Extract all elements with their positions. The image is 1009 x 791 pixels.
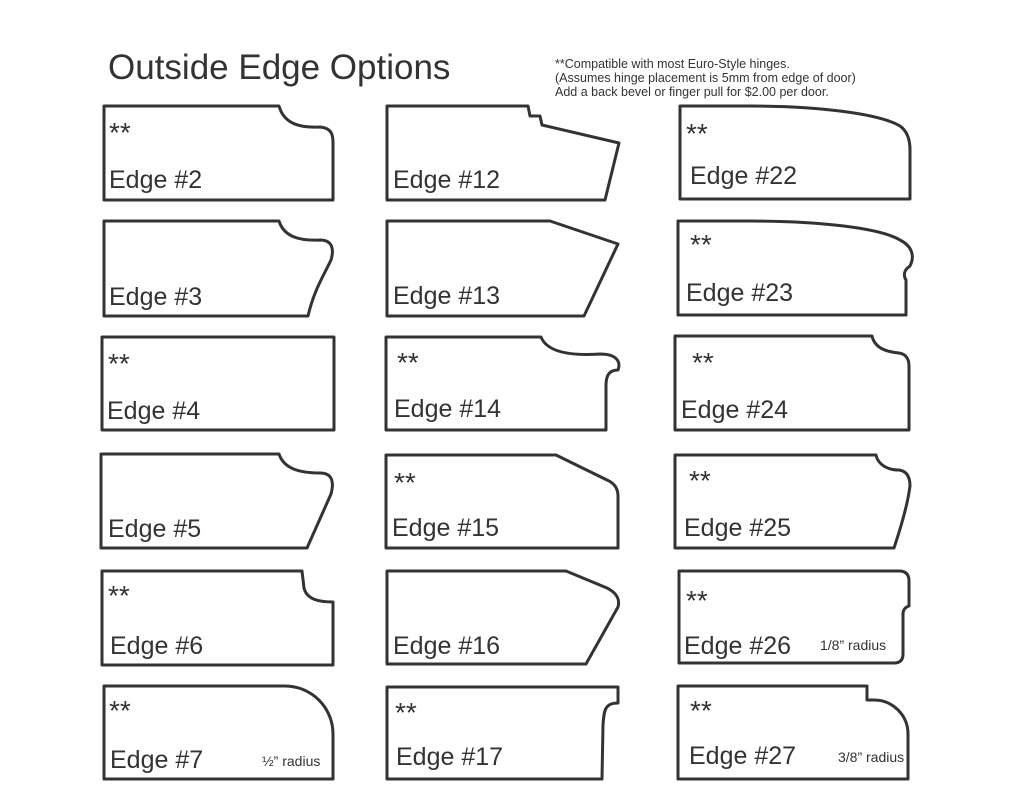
edge-card-25[interactable] bbox=[675, 455, 910, 548]
edge-card-27[interactable] bbox=[678, 686, 908, 779]
back-bevel-note: Add a back bevel or finger pull for $2.00 per door. bbox=[555, 85, 829, 99]
compatibility-marker: ** bbox=[108, 580, 130, 611]
compatibility-marker: ** bbox=[394, 467, 416, 498]
edge-label: Edge #6 bbox=[110, 632, 204, 660]
edge-card-4[interactable] bbox=[102, 337, 334, 430]
compatibility-note: **Compatible with most Euro-Style hinges. bbox=[555, 57, 790, 71]
compatibility-marker: ** bbox=[109, 695, 131, 726]
edge-label: Edge #12 bbox=[393, 166, 501, 194]
edge-card-26[interactable] bbox=[679, 571, 909, 663]
compatibility-marker: ** bbox=[686, 585, 708, 616]
edge-label: Edge #3 bbox=[109, 283, 203, 311]
edge-label: Edge #22 bbox=[690, 162, 798, 190]
edge-label: Edge #25 bbox=[684, 514, 792, 542]
edge-card-7[interactable] bbox=[104, 686, 333, 779]
edge-label: Edge #7 bbox=[110, 746, 204, 774]
edge-label: Edge #16 bbox=[393, 632, 501, 660]
edge-label: Edge #23 bbox=[686, 279, 794, 307]
edge-label: Edge #5 bbox=[108, 515, 202, 543]
radius-note: ½” radius bbox=[262, 753, 321, 769]
edge-card-12[interactable] bbox=[387, 106, 619, 200]
edge-card-17[interactable] bbox=[387, 687, 618, 779]
radius-note: 3/8” radius bbox=[838, 749, 905, 765]
edge-label: Edge #4 bbox=[107, 397, 201, 425]
edge-card-23[interactable] bbox=[678, 221, 912, 315]
compatibility-marker: ** bbox=[689, 465, 711, 496]
edge-label: Edge #13 bbox=[393, 282, 501, 310]
edge-label: Edge #14 bbox=[394, 395, 502, 423]
edge-card-2[interactable] bbox=[104, 106, 333, 200]
compatibility-marker: ** bbox=[109, 117, 131, 148]
compatibility-marker: ** bbox=[397, 347, 419, 378]
edge-label: Edge #27 bbox=[689, 742, 797, 770]
compatibility-marker: ** bbox=[108, 348, 130, 379]
edge-label: Edge #17 bbox=[396, 743, 504, 771]
edge-label: Edge #24 bbox=[681, 396, 789, 424]
edge-label: Edge #15 bbox=[392, 514, 500, 542]
edge-card-6[interactable] bbox=[102, 571, 333, 665]
compatibility-marker: ** bbox=[690, 695, 712, 726]
hinge-placement-note: (Assumes hinge placement is 5mm from edge of door) bbox=[555, 71, 856, 85]
edge-card-16[interactable] bbox=[387, 571, 619, 664]
edge-card-24[interactable] bbox=[675, 336, 909, 430]
edge-label: Edge #2 bbox=[109, 166, 203, 194]
edge-label: Edge #26 bbox=[684, 632, 792, 660]
edge-card-5[interactable] bbox=[101, 454, 332, 548]
radius-note: 1/8” radius bbox=[820, 637, 887, 653]
edge-card-3[interactable] bbox=[104, 221, 332, 316]
compatibility-marker: ** bbox=[690, 229, 712, 260]
compatibility-marker: ** bbox=[395, 697, 417, 728]
edge-card-13[interactable] bbox=[387, 221, 618, 316]
compatibility-marker: ** bbox=[692, 347, 714, 378]
edge-card-22[interactable] bbox=[680, 106, 910, 199]
edge-card-15[interactable] bbox=[386, 455, 618, 548]
compatibility-marker: ** bbox=[686, 118, 708, 149]
edge-card-14[interactable] bbox=[386, 337, 619, 430]
page-title: Outside Edge Options bbox=[108, 48, 451, 87]
